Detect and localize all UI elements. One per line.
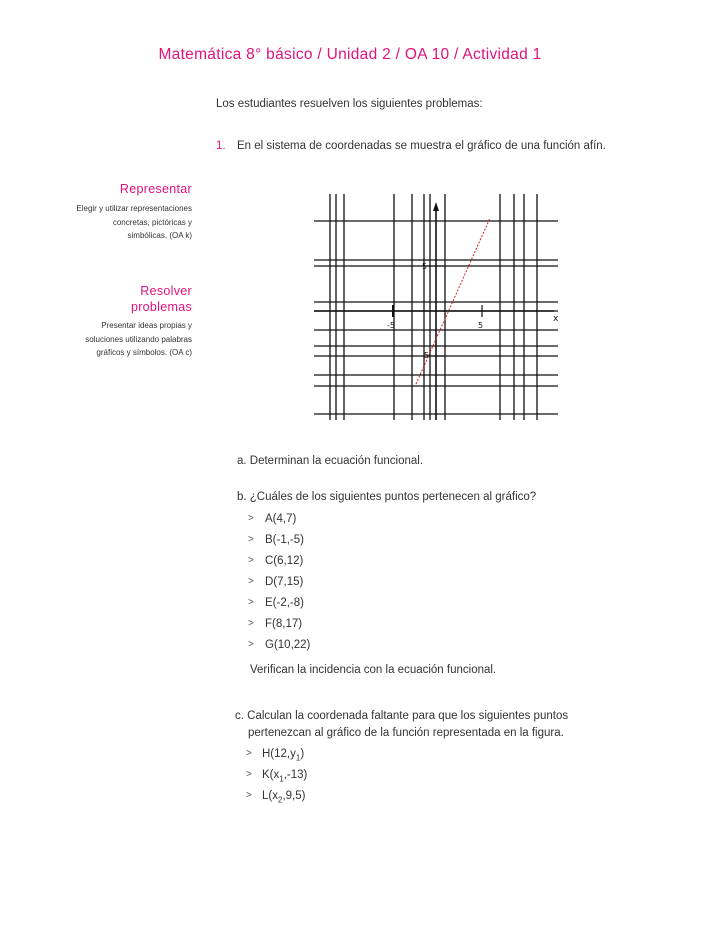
chevron-right-icon: > [248,576,254,587]
intro-text: Los estudiantes resuelven los siguientes problemas: [216,98,483,110]
label-y-minus5: -5 [421,351,429,360]
part-a: a. Determinan la ecuación funcional. [237,455,424,467]
question-text: En el sistema de coordenadas se muestra el gráfico de una función afín. [237,140,606,152]
sidebar-solve-title-1: Resolver [140,284,192,298]
point-k-sub: 1 [279,774,284,784]
label-x-axis: x [553,314,559,324]
part-c-line2: pertenezcan al gráfico de la función representada en la figura. [248,727,564,739]
point-h-tail: ) [300,748,305,760]
part-c-line1: c. Calculan la coordenada faltante para que los siguientes puntos [235,710,569,722]
sidebar-solve-title-2: problemas [130,300,192,314]
point-k-base: K(x [262,769,280,781]
part-b-verify: Verifican la incidencia con la ecuación funcional. [250,664,497,676]
sidebar-represent-title: Representar [119,182,192,196]
point-l-sub: 2 [277,795,283,805]
chevron-right-icon: > [246,748,252,759]
point-item: C(6,12) [265,555,304,567]
point-h-sub: 1 [295,753,301,763]
chevron-right-icon: > [248,534,254,545]
y-axis-arrow-icon [433,202,439,211]
point-item: G(10,22) [265,639,311,651]
point-l-tail: ,9,5) [282,790,306,802]
point-item-l [262,790,305,804]
chevron-right-icon: > [248,513,254,524]
point-item: F(8,17) [265,618,303,630]
chevron-right-icon: > [248,555,254,566]
point-item: E(-2,-8) [265,597,304,609]
point-item-k [262,769,307,783]
point-l-base: L(x [262,790,278,802]
sidebar-represent-text: Elegir y utilizar representaciones concretas, pictóricas y simbólicas. (OA k) [76,204,192,240]
chevron-right-icon: > [248,597,254,608]
label-x-minus5: -5 [387,321,395,330]
question-number: 1. [216,140,226,152]
label-y-5: 5 [422,262,428,271]
page-title: Matemática 8° básico / Unidad 2 / OA 10 / Actividad 1 [158,46,542,63]
sidebar-solve-text: Presentar ideas propias y soluciones utilizando palabras gráficos y símbolos. (OA c) [85,321,192,357]
point-item: A(4,7) [265,513,297,525]
point-k-tail: ,-13) [283,769,308,781]
chevron-right-icon: > [248,639,254,650]
point-item-h [262,748,304,762]
point-item: B(-1,-5) [265,534,304,546]
part-b-text: b. ¿Cuáles de los siguientes puntos pertenecen al gráfico? [237,491,537,503]
coordinate-graph [300,186,570,422]
chevron-right-icon: > [246,790,252,801]
chevron-right-icon: > [246,769,252,780]
chevron-right-icon: > [248,618,254,629]
label-x-5: 5 [478,321,484,330]
point-item: D(7,15) [265,576,304,588]
point-h-base: H(12,y [262,748,296,760]
